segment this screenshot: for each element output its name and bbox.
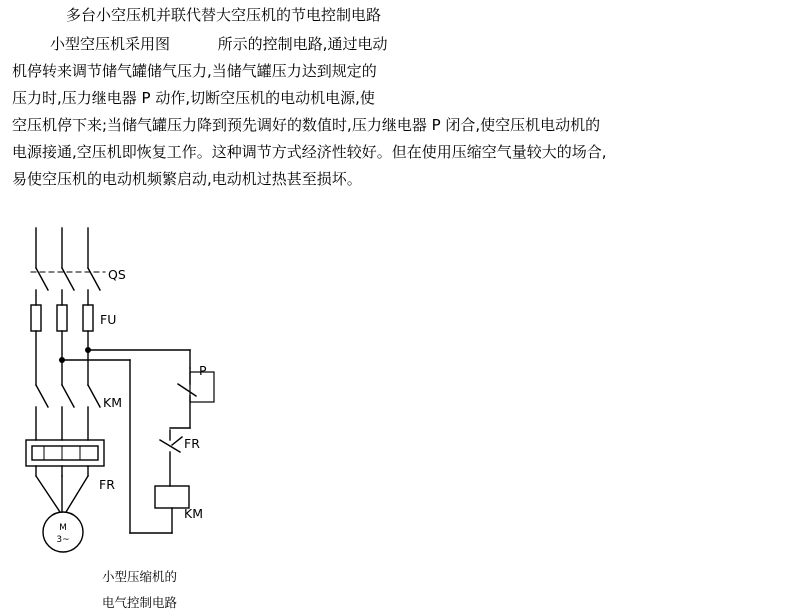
paragraph-line-6: 易使空压机的电动机频繁启动,电动机过热甚至损坏。: [12, 170, 362, 188]
label-qs: QS: [108, 267, 126, 282]
label-fu: FU: [100, 312, 117, 327]
km-coil-symbol: [155, 486, 189, 508]
figure-caption-line-1: 小型压缩机的: [102, 569, 178, 584]
article-title: 多台小空压机并联代替大空压机的节电控制电路: [66, 6, 382, 24]
fuse-2: [57, 305, 67, 331]
qs-blade-1: [36, 268, 48, 290]
paragraph-line-5: 电源接通,空压机即恢复工作。这种调节方式经济性较好。但在使用压缩空气量较大的场合,: [12, 143, 607, 161]
fr-contact-trip-bar: [172, 437, 182, 445]
label-fr-contact: FR: [184, 436, 200, 451]
label-km-coil: KM: [184, 506, 203, 521]
qs-blade-2: [62, 268, 74, 290]
qs-blade-3: [88, 268, 100, 290]
fuse-3: [83, 305, 93, 331]
paragraph-line-4: 空压机停下来;当储气罐压力降到预先调好的数值时,压力继电器 P 闭合,使空压机电动机的: [12, 116, 601, 134]
paragraph-line-2: 机停转来调节储气罐储气压力,当储气罐压力达到规定的: [12, 62, 377, 80]
motor-phase-label: 3~: [56, 535, 70, 545]
fr-heater-outer: [26, 440, 104, 466]
fr-heater-inner: [32, 446, 98, 460]
paragraph-line-1: 小型空压机采用图 所示的控制电路,通过电动: [50, 35, 388, 53]
km-main-blade-1: [36, 385, 48, 407]
paragraph-line-3: 压力时,压力继电器 P 动作,切断空压机的电动机电源,使: [12, 89, 375, 107]
km-main-blade-2: [62, 385, 74, 407]
motor-lead-3: [66, 476, 88, 512]
motor-lead-1: [36, 476, 60, 512]
p-blade: [178, 384, 196, 396]
label-fr-heater: FR: [99, 477, 115, 492]
motor-label: M: [59, 523, 67, 533]
fuse-1: [31, 305, 41, 331]
figure-caption-line-2: 电气控制电路: [102, 595, 178, 610]
label-km-main: KM: [103, 395, 122, 410]
km-main-blade-3: [88, 385, 100, 407]
label-p-switch: P: [199, 363, 207, 378]
